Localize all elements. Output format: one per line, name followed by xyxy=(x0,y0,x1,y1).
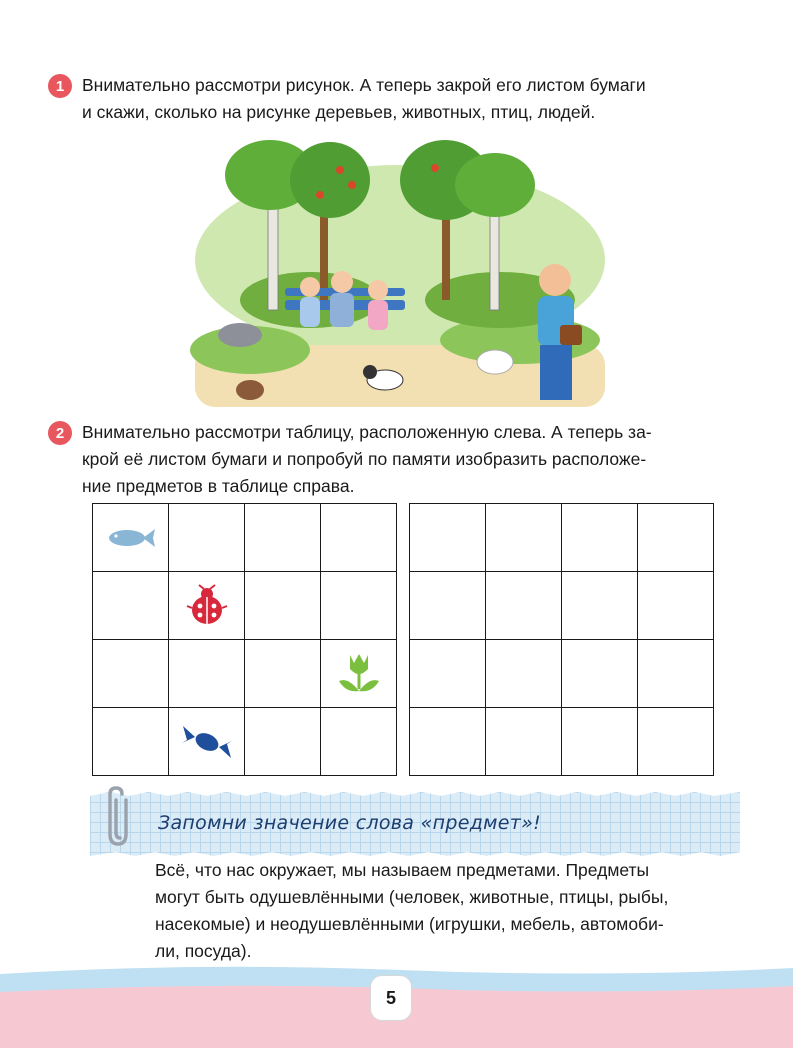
grid-row xyxy=(410,504,714,572)
pigeon-right xyxy=(477,350,513,374)
grid-row xyxy=(410,640,714,708)
note-line: насекомые) и неодушевлёнными (игрушки, мебель, автомоби- xyxy=(155,914,664,934)
grid-cell[interactable] xyxy=(410,640,486,708)
ladybug-icon xyxy=(185,584,229,628)
note-line: ли, посуда). xyxy=(155,941,252,961)
grid-cell[interactable] xyxy=(562,572,638,640)
grid-cell[interactable] xyxy=(410,708,486,776)
grid-cell xyxy=(169,640,245,708)
grid-cell[interactable] xyxy=(562,504,638,572)
note-line: Всё, что нас окружает, мы называем предметами. Предметы xyxy=(155,860,650,880)
rowan-berries xyxy=(316,191,324,199)
grid-cell xyxy=(245,504,321,572)
child-boy-body xyxy=(300,297,320,327)
task-2-line: ние предметов в таблице справа. xyxy=(82,476,355,496)
child-boy-head xyxy=(300,277,320,297)
grid-cell[interactable] xyxy=(410,572,486,640)
grid-cell xyxy=(93,572,169,640)
grid-cell xyxy=(93,504,169,572)
child-girl-head xyxy=(368,280,388,300)
grid-row xyxy=(93,640,397,708)
grid-row xyxy=(410,572,714,640)
grid-cell[interactable] xyxy=(410,504,486,572)
park-scene-illustration xyxy=(190,140,610,412)
task-1 xyxy=(48,72,748,126)
grid-cell xyxy=(245,708,321,776)
memory-grid-right xyxy=(409,503,714,776)
task-2 xyxy=(48,419,748,500)
grid-cell[interactable] xyxy=(638,640,714,708)
grid-cell[interactable] xyxy=(638,572,714,640)
grid-cell[interactable] xyxy=(486,708,562,776)
grid-cell[interactable] xyxy=(486,504,562,572)
rowan-berries xyxy=(336,166,344,174)
sparrow xyxy=(236,380,264,400)
task-1-line: Внимательно рассмотри рисунок. А теперь закрой его листом бумаги xyxy=(82,75,646,95)
note-line: могут быть одушевлёнными (человек, животные, птицы, рыбы, xyxy=(155,887,669,907)
grid-cell[interactable] xyxy=(638,708,714,776)
page-number: 5 xyxy=(370,975,412,1021)
grid-cell xyxy=(321,640,397,708)
grid-cell xyxy=(321,504,397,572)
grid-cell[interactable] xyxy=(562,640,638,708)
grid-cell xyxy=(93,708,169,776)
rowan-berries xyxy=(431,164,439,172)
grid-cell xyxy=(245,640,321,708)
grid-row xyxy=(410,708,714,776)
grid-row xyxy=(93,708,397,776)
briefcase xyxy=(560,325,582,345)
grid-row xyxy=(93,572,397,640)
paperclip-icon xyxy=(96,786,136,848)
tulip-icon xyxy=(336,651,382,697)
fish-icon xyxy=(105,526,157,550)
task-1-number-badge: 1 xyxy=(48,74,72,98)
grid-cell[interactable] xyxy=(486,640,562,708)
puppy-head xyxy=(363,365,377,379)
grid-cell[interactable] xyxy=(562,708,638,776)
task-2-number-badge: 2 xyxy=(48,421,72,445)
tree-crown xyxy=(455,153,535,217)
grid-cell xyxy=(321,708,397,776)
grid-cell[interactable] xyxy=(638,504,714,572)
note-body xyxy=(155,857,725,965)
task-2-line: крой её листом бумаги и попробуй по памяти изобразить расположе- xyxy=(82,449,647,469)
note-heading: Запомни значение слова «предмет»! xyxy=(158,812,542,834)
rowan-berries xyxy=(348,181,356,189)
grid-cell xyxy=(169,572,245,640)
task-2-text xyxy=(82,419,748,500)
task-1-line: и скажи, сколько на рисунке деревьев, животных, птиц, людей. xyxy=(82,102,596,122)
grid-cell xyxy=(93,640,169,708)
child-boy-body xyxy=(330,293,354,327)
grid-cell[interactable] xyxy=(486,572,562,640)
old-man-legs xyxy=(540,345,572,400)
pigeon-left xyxy=(218,323,262,347)
candy-icon xyxy=(181,720,233,764)
task-1-text xyxy=(82,72,748,126)
task-2-line: Внимательно рассмотри таблицу, расположенную слева. А теперь за- xyxy=(82,422,652,442)
memory-grid-left xyxy=(92,503,397,776)
child-boy-head xyxy=(331,271,353,293)
grid-cell xyxy=(321,572,397,640)
grid-cell xyxy=(169,504,245,572)
grid-row xyxy=(93,504,397,572)
grid-cell xyxy=(245,572,321,640)
old-man-head xyxy=(539,264,571,296)
tree-crown xyxy=(290,142,370,218)
grid-cell xyxy=(169,708,245,776)
child-girl-body xyxy=(368,300,388,330)
